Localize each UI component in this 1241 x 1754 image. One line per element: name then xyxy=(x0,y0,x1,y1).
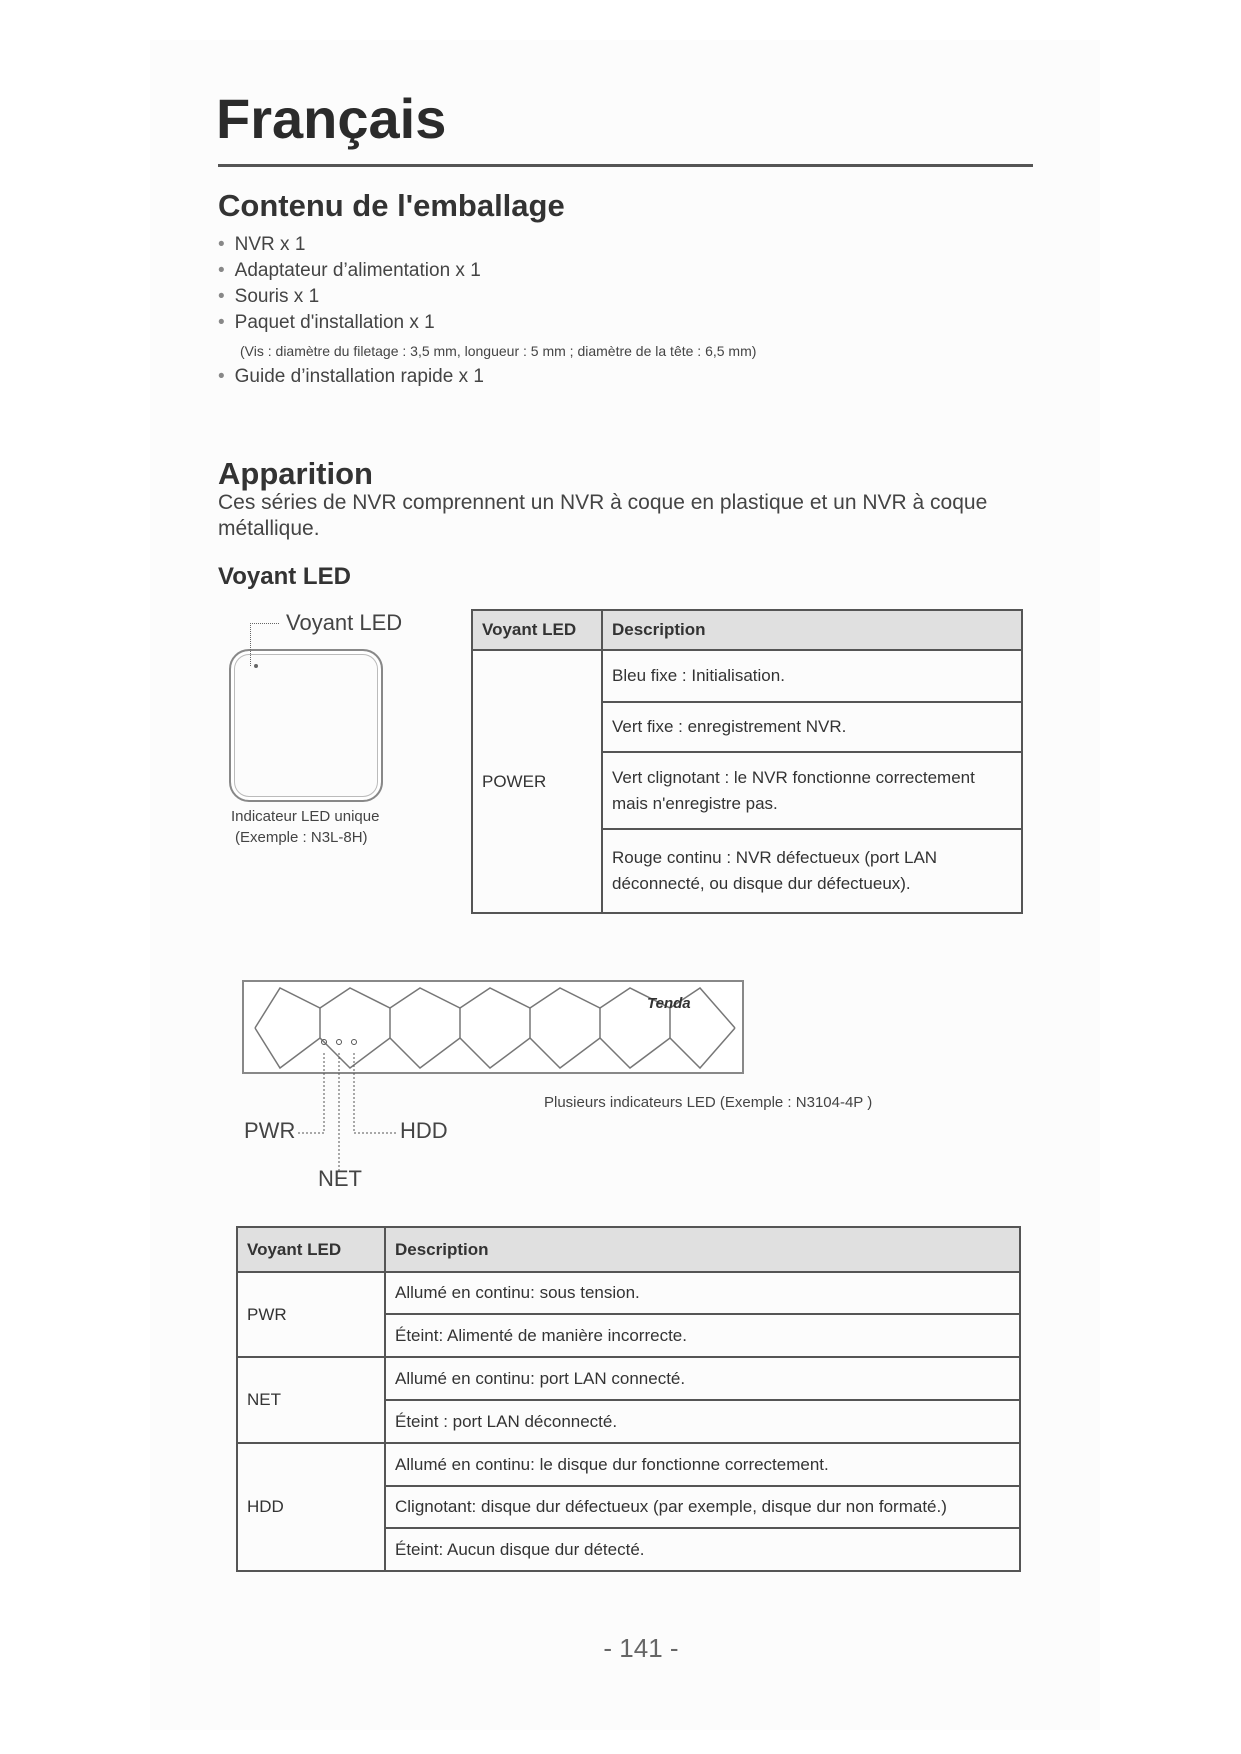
col-header: Voyant LED xyxy=(472,610,602,650)
list-item: • Adaptateur d’alimentation x 1 xyxy=(218,258,756,284)
table-cell: Vert clignotant : le NVR fonctionne correctement mais n'enregistre pas. xyxy=(602,752,1022,829)
page-number: - 141 - xyxy=(603,1633,679,1663)
title-rule xyxy=(218,164,1033,167)
multi-caption: Plusieurs indicateurs LED (Exemple : N3104-4P ) xyxy=(544,1094,873,1111)
callout-line xyxy=(250,623,279,666)
table-cell: Rouge continu : NVR défectueux (port LAN déconnecté, ou disque dur défectueux). xyxy=(602,829,1022,913)
list-item: • NVR x 1 xyxy=(218,232,756,258)
led-name: HDD xyxy=(237,1443,385,1571)
list-item: • Paquet d'installation x 1 xyxy=(218,310,756,336)
table-cell: Allumé en continu: le disque dur fonctionne correctement. xyxy=(385,1443,1020,1486)
nvr-front-panel-illustration xyxy=(240,978,750,1178)
hdd-label: HDD xyxy=(400,1118,448,1143)
col-header: Description xyxy=(602,610,1022,650)
table-cell: Allumé en continu: sous tension. xyxy=(385,1272,1020,1314)
led-heading: Voyant LED xyxy=(218,563,351,590)
col-header: Description xyxy=(385,1227,1020,1272)
table-cell: Vert fixe : enregistrement NVR. xyxy=(602,702,1022,752)
screw-note: (Vis : diamètre du filetage : 3,5 mm, longueur : 5 mm ; diamètre de la tête : 6,5 mm) xyxy=(240,343,757,359)
contents-heading: Contenu de l'emballage xyxy=(218,188,565,223)
col-header: Voyant LED xyxy=(237,1227,385,1272)
list-item: • Guide d’installation rapide x 1 xyxy=(218,364,756,390)
nvr-device-illustration xyxy=(229,649,383,802)
list-item: • Souris x 1 xyxy=(218,284,756,310)
net-label: NET xyxy=(318,1166,362,1191)
led-name: PWR xyxy=(237,1272,385,1357)
single-caption-example: (Exemple : N3L-8H) xyxy=(235,829,368,846)
table-cell: Éteint : port LAN déconnecté. xyxy=(385,1400,1020,1443)
table-cell: Éteint: Alimenté de manière incorrecte. xyxy=(385,1314,1020,1357)
led-table-single xyxy=(471,609,1023,914)
led-table-multi xyxy=(236,1226,1021,1572)
table-cell: Allumé en continu: port LAN connecté. xyxy=(385,1357,1020,1400)
contents-list xyxy=(218,232,756,390)
table-cell: Clignotant: disque dur défectueux (par exemple, disque dur non formaté.) xyxy=(385,1486,1020,1528)
single-caption: Indicateur LED unique xyxy=(231,808,380,825)
page-title: Français xyxy=(216,87,447,150)
led-name: NET xyxy=(237,1357,385,1443)
table-cell: Éteint: Aucun disque dur détecté. xyxy=(385,1528,1020,1571)
table-cell: Bleu fixe : Initialisation. xyxy=(602,650,1022,702)
led-callout-label: Voyant LED xyxy=(286,610,403,635)
led-name: POWER xyxy=(472,650,602,913)
tenda-logo: Tenda xyxy=(647,995,691,1012)
pwr-label: PWR xyxy=(244,1118,296,1143)
appearance-text: Ces séries de NVR comprennent un NVR à coque en plastique et un NVR à coque métallique. xyxy=(218,491,988,540)
appearance-heading: Apparition xyxy=(218,456,373,491)
